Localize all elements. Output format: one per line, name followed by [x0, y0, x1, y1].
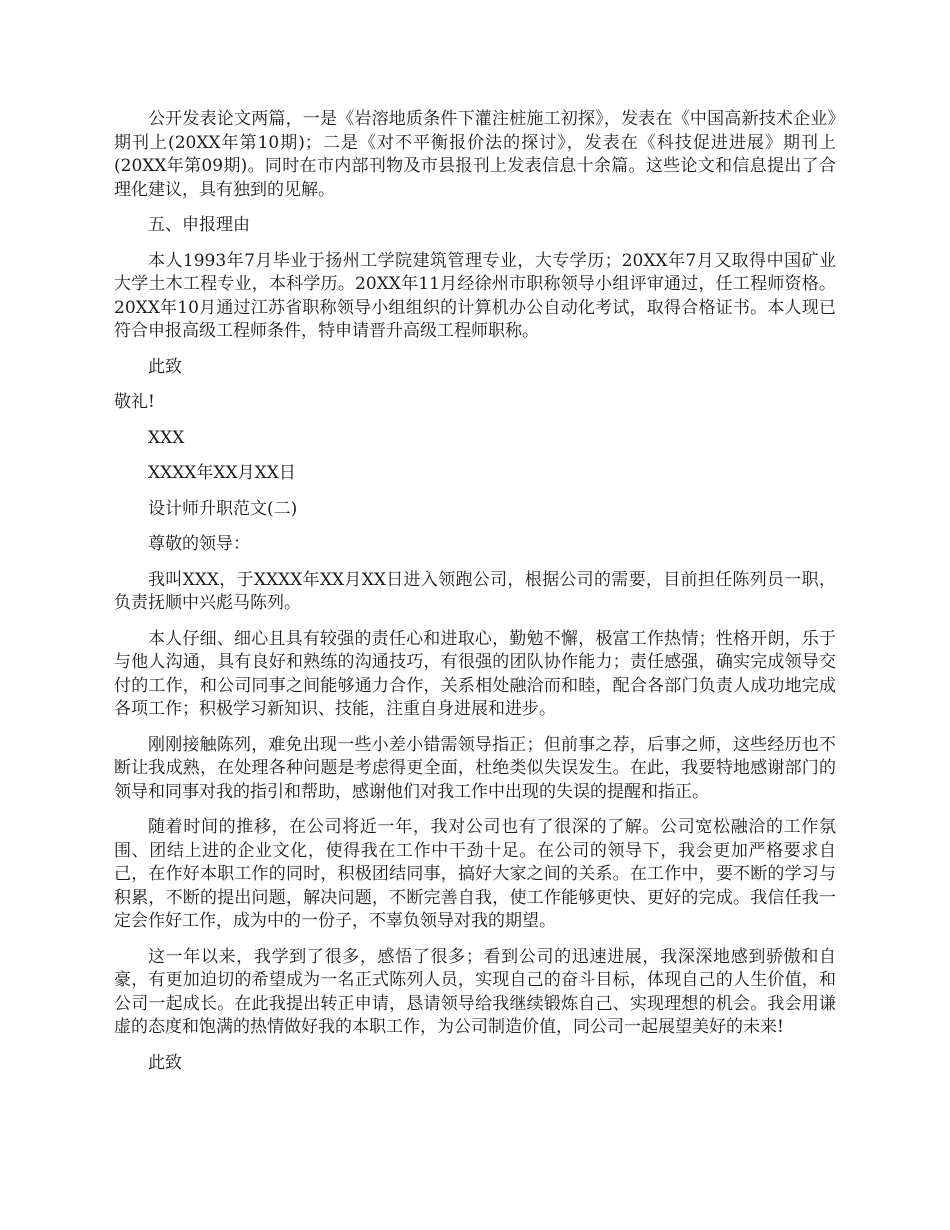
signature-date: XXXX年XX月XX日 — [148, 463, 296, 483]
closing-cizhi-2: 此致 — [148, 1052, 182, 1073]
section-heading-reasons: 五、申报理由 — [148, 215, 250, 235]
sample-title: 设计师升职范文(二) — [148, 498, 298, 519]
paragraph-reasons: 本人1993年7月毕业于扬州工学院建筑管理专业，大专学历；20XX年7月又取得中国矿业大学土木工程专业，本科学历。20XX年11月经徐州市职称领导小组评审通过，任工程师资格。20XX年10月通过江苏省职称领导小组组织的计算机办公自动化考试，取得合格证书。本人现已符合申报高级工程师条件，特申请晋升高级工程师职称。 — [114, 250, 836, 341]
paragraph-understanding: 随着时间的推移，在公司将近一年，我对公司也有了很深的了解。公司宽松融洽的工作氛围、团结上进的企业文化，使得我在工作中干劲十足。在公司的领导下，我会更加严格要求自己，在作好本职工作的同时，积极团结同事，搞好大家之间的关系。在工作中，要不断的学习与积累，不断的提出问题，解决问题，不断完善自我，使工作能够更快、更好的完成。我信任我一定会作好工作，成为中的一份子，不辜负领导对我的期望。 — [114, 817, 836, 931]
closing-jingli: 敬礼! — [114, 392, 155, 412]
closing-cizhi: 此致 — [148, 356, 182, 377]
paragraph-intro: 我叫XXX，于XXXX年XX月XX日进入领跑公司，根据公司的需要，目前担任陈列员一职，负责抚顺中兴彪马陈列。 — [114, 569, 836, 613]
paragraph-qualities: 本人仔细、细心且具有较强的责任心和进取心，勤勉不懈，极富工作热情；性格开朗，乐于与他人沟通，具有良好和熟练的沟通技巧，有很强的团队协作能力；责任感强，确实完成领导交付的工作，和公司同事之间能够通力合作，关系相处融洽而和睦，配合各部门负责人成功地完成各项工作；积极学习新知识、技能，注重自身进展和进步。 — [114, 628, 836, 719]
signature-name: XXX — [148, 427, 185, 448]
paragraph-thanks: 刚刚接触陈列，难免出现一些小差小错需领导指正；但前事之荐，后事之师，这些经历也不断让我成熟，在处理各种问题是考虑得更全面，杜绝类似失误发生。在此，我要特地感谢部门的领导和同事对我的指引和帮助，感谢他们对我工作中出现的失误的提醒和指正。 — [114, 734, 836, 802]
document-page — [114, 108, 836, 1087]
paragraph-publications: 公开发表论文两篇，一是《岩溶地质条件下灌注桩施工初探》，发表在《中国高新技术企业》期刊上(20XX年第10期)；二是《对不平衡报价法的探讨》，发表在《科技促进进展》期刊上(20XX年第09期)。同时在市内部刊物及市县报刊上发表信息十余篇。这些论文和信息提出了合理化建议，具有独到的见解。 — [114, 109, 836, 200]
salutation: 尊敬的领导： — [148, 534, 250, 554]
paragraph-application: 这一年以来，我学到了很多，感悟了很多；看到公司的迅速进展，我深深地感到骄傲和自豪，有更加迫切的希望成为一名正式陈列人员，实现自己的奋斗目标，体现自己的人生价值，和公司一起成长。在此我提出转正申请，恳请领导给我继续锻炼自己、实现理想的机会。我会用谦虚的态度和饱满的热情做好我的本职工作，为公司制造价值，同公司一起展望美好的未来! — [114, 946, 836, 1037]
